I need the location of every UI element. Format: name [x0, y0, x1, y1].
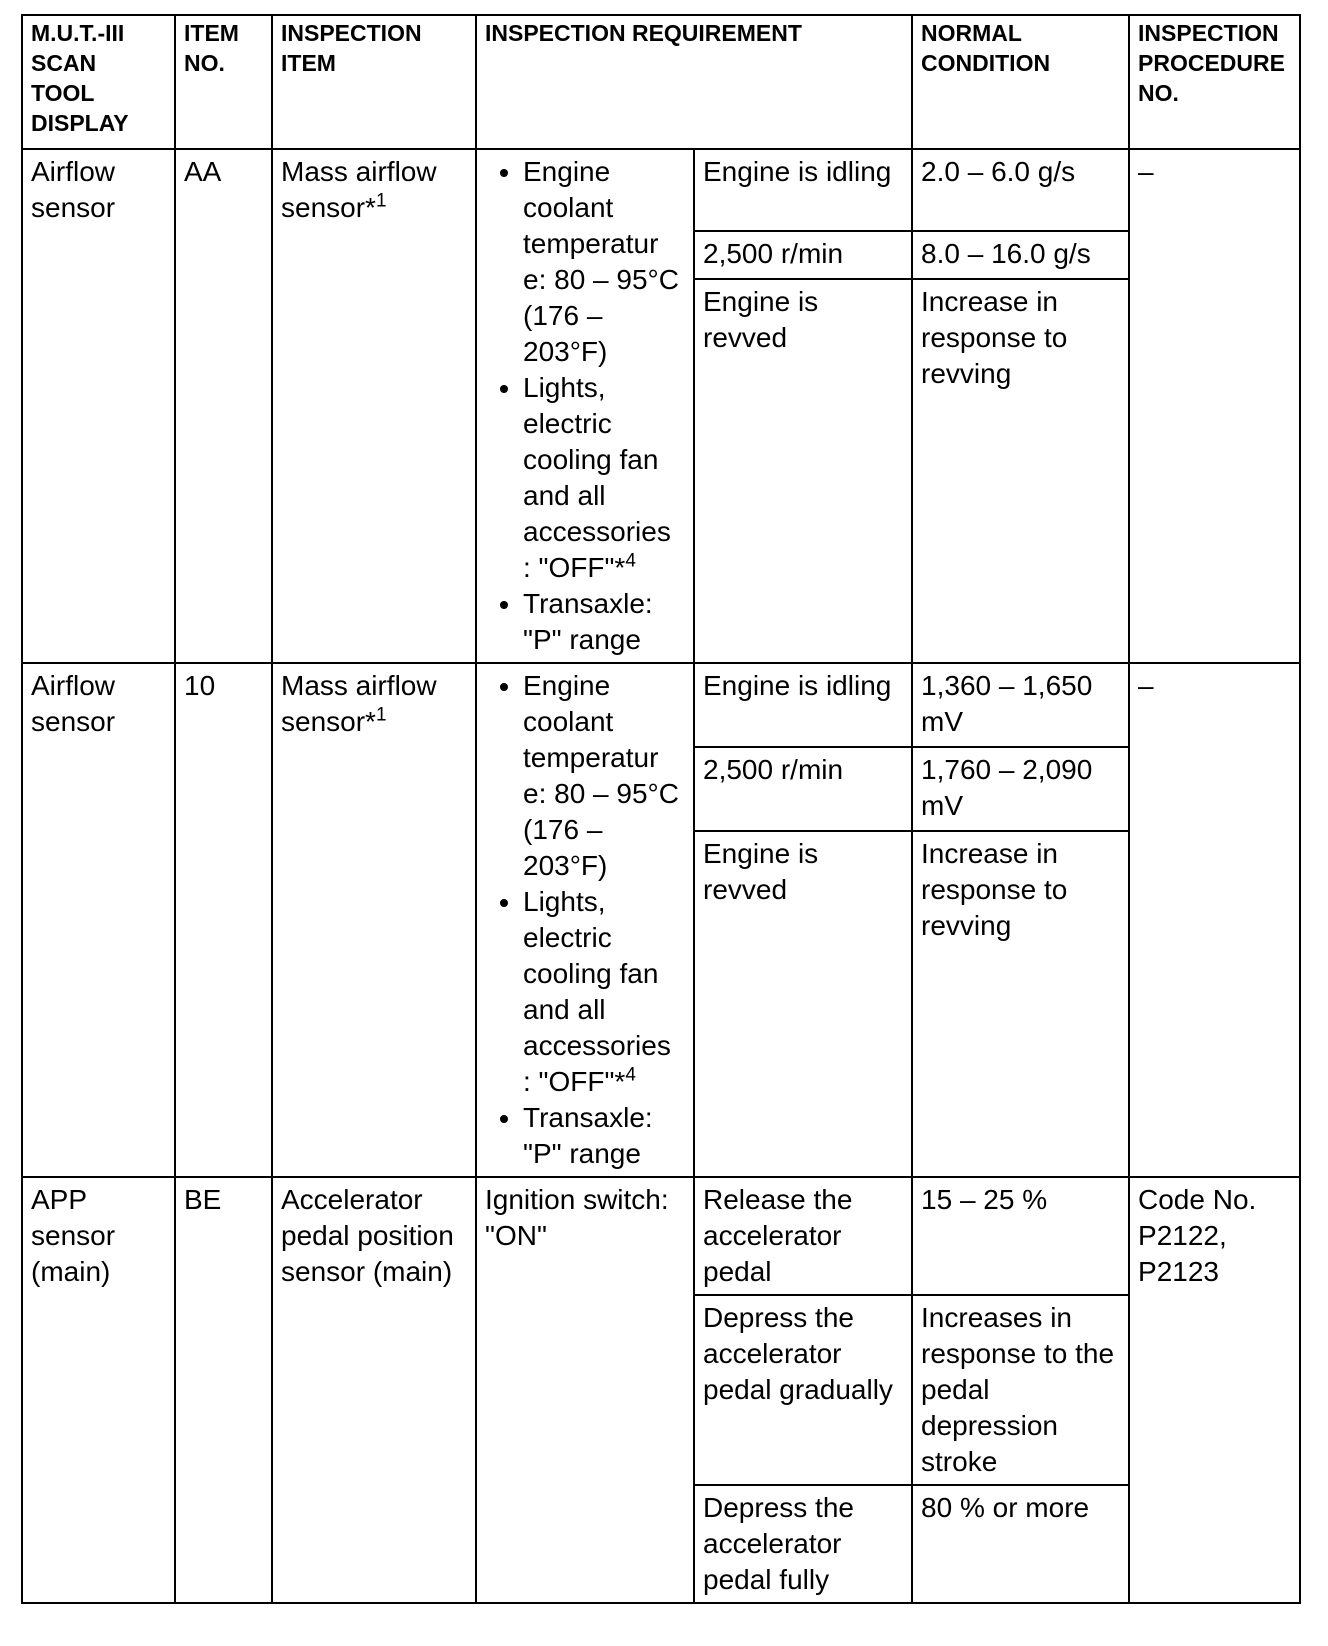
requirement-list: [485, 668, 685, 1172]
cell-requirement: [476, 149, 694, 663]
item-footnote: 1: [375, 190, 387, 212]
cell-normal: 2.0 – 6.0 g/s: [912, 149, 1129, 231]
cell-condition: Depress the accelerator pedal gradually: [694, 1295, 912, 1485]
cell-normal: 8.0 – 16.0 g/s: [912, 231, 1129, 278]
cell-display: Airflow sensor: [22, 663, 175, 1177]
table-row: [22, 149, 1300, 231]
header-item-no: ITEM NO.: [175, 15, 272, 149]
list-item: [523, 884, 685, 1100]
cell-procedure: –: [1129, 149, 1300, 663]
cell-condition: Engine is revved: [694, 831, 912, 1177]
cell-inspection-item: Accelerator pedal position sensor (main): [272, 1177, 476, 1603]
cell-normal: Increase in response to revving: [912, 279, 1129, 663]
header-requirement: INSPECTION REQUIREMENT: [476, 15, 912, 149]
list-item: • Transaxle: "P" range: [523, 586, 685, 658]
list-item: • Engine coolant temperatur e: 80 – 95°C (176 – 203°F): [523, 154, 685, 370]
bullet-text: Lights, electric cooling fan and all accessories : "OFF"*: [523, 886, 671, 1097]
cell-display: APP sensor (main): [22, 1177, 175, 1603]
cell-procedure: Code No. P2122, P2123: [1129, 1177, 1300, 1603]
cell-normal: Increase in response to revving: [912, 831, 1129, 1177]
table-row: [22, 1177, 1300, 1295]
cell-inspection-item: [272, 149, 476, 663]
bullet-text: Lights, electric cooling fan and all accessories : "OFF"*: [523, 372, 671, 583]
bullet-footnote: 4: [625, 1064, 636, 1086]
header-row: [22, 15, 1300, 149]
cell-condition: 2,500 r/min: [694, 747, 912, 831]
cell-normal: 15 – 25 %: [912, 1177, 1129, 1295]
cell-normal: Increases in response to the pedal depression stroke: [912, 1295, 1129, 1485]
inspection-table: [21, 14, 1301, 1604]
cell-item-no: AA: [175, 149, 272, 663]
requirement-list: [485, 154, 685, 658]
cell-procedure: –: [1129, 663, 1300, 1177]
list-item: • Engine coolant temperatur e: 80 – 95°C (176 – 203°F): [523, 668, 685, 884]
item-text: Mass airflow sensor*: [281, 670, 437, 737]
cell-condition: 2,500 r/min: [694, 231, 912, 278]
cell-item-no: 10: [175, 663, 272, 1177]
cell-requirement: Ignition switch: "ON": [476, 1177, 694, 1603]
cell-condition: Engine is revved: [694, 279, 912, 663]
header-normal-condition: NORMAL CONDITION: [912, 15, 1129, 149]
item-text: Mass airflow sensor*: [281, 156, 437, 223]
cell-normal: 80 % or more: [912, 1485, 1129, 1603]
cell-display: Airflow sensor: [22, 149, 175, 663]
item-footnote: 1: [375, 704, 387, 726]
table-row: [22, 663, 1300, 747]
header-procedure: INSPECTION PROCEDURE NO.: [1129, 15, 1300, 149]
list-item: [523, 370, 685, 586]
cell-condition: Release the accelerator pedal: [694, 1177, 912, 1295]
cell-normal: 1,360 – 1,650 mV: [912, 663, 1129, 747]
cell-inspection-item: [272, 663, 476, 1177]
bullet-footnote: 4: [625, 550, 636, 572]
list-item: • Transaxle: "P" range: [523, 1100, 685, 1172]
header-display: M.U.T.-III SCAN TOOL DISPLAY: [22, 15, 175, 149]
cell-condition: Engine is idling: [694, 663, 912, 747]
header-inspection-item: INSPECTION ITEM: [272, 15, 476, 149]
cell-normal: 1,760 – 2,090 mV: [912, 747, 1129, 831]
cell-condition: Depress the accelerator pedal fully: [694, 1485, 912, 1603]
cell-item-no: BE: [175, 1177, 272, 1603]
cell-condition: Engine is idling: [694, 149, 912, 231]
cell-requirement: [476, 663, 694, 1177]
